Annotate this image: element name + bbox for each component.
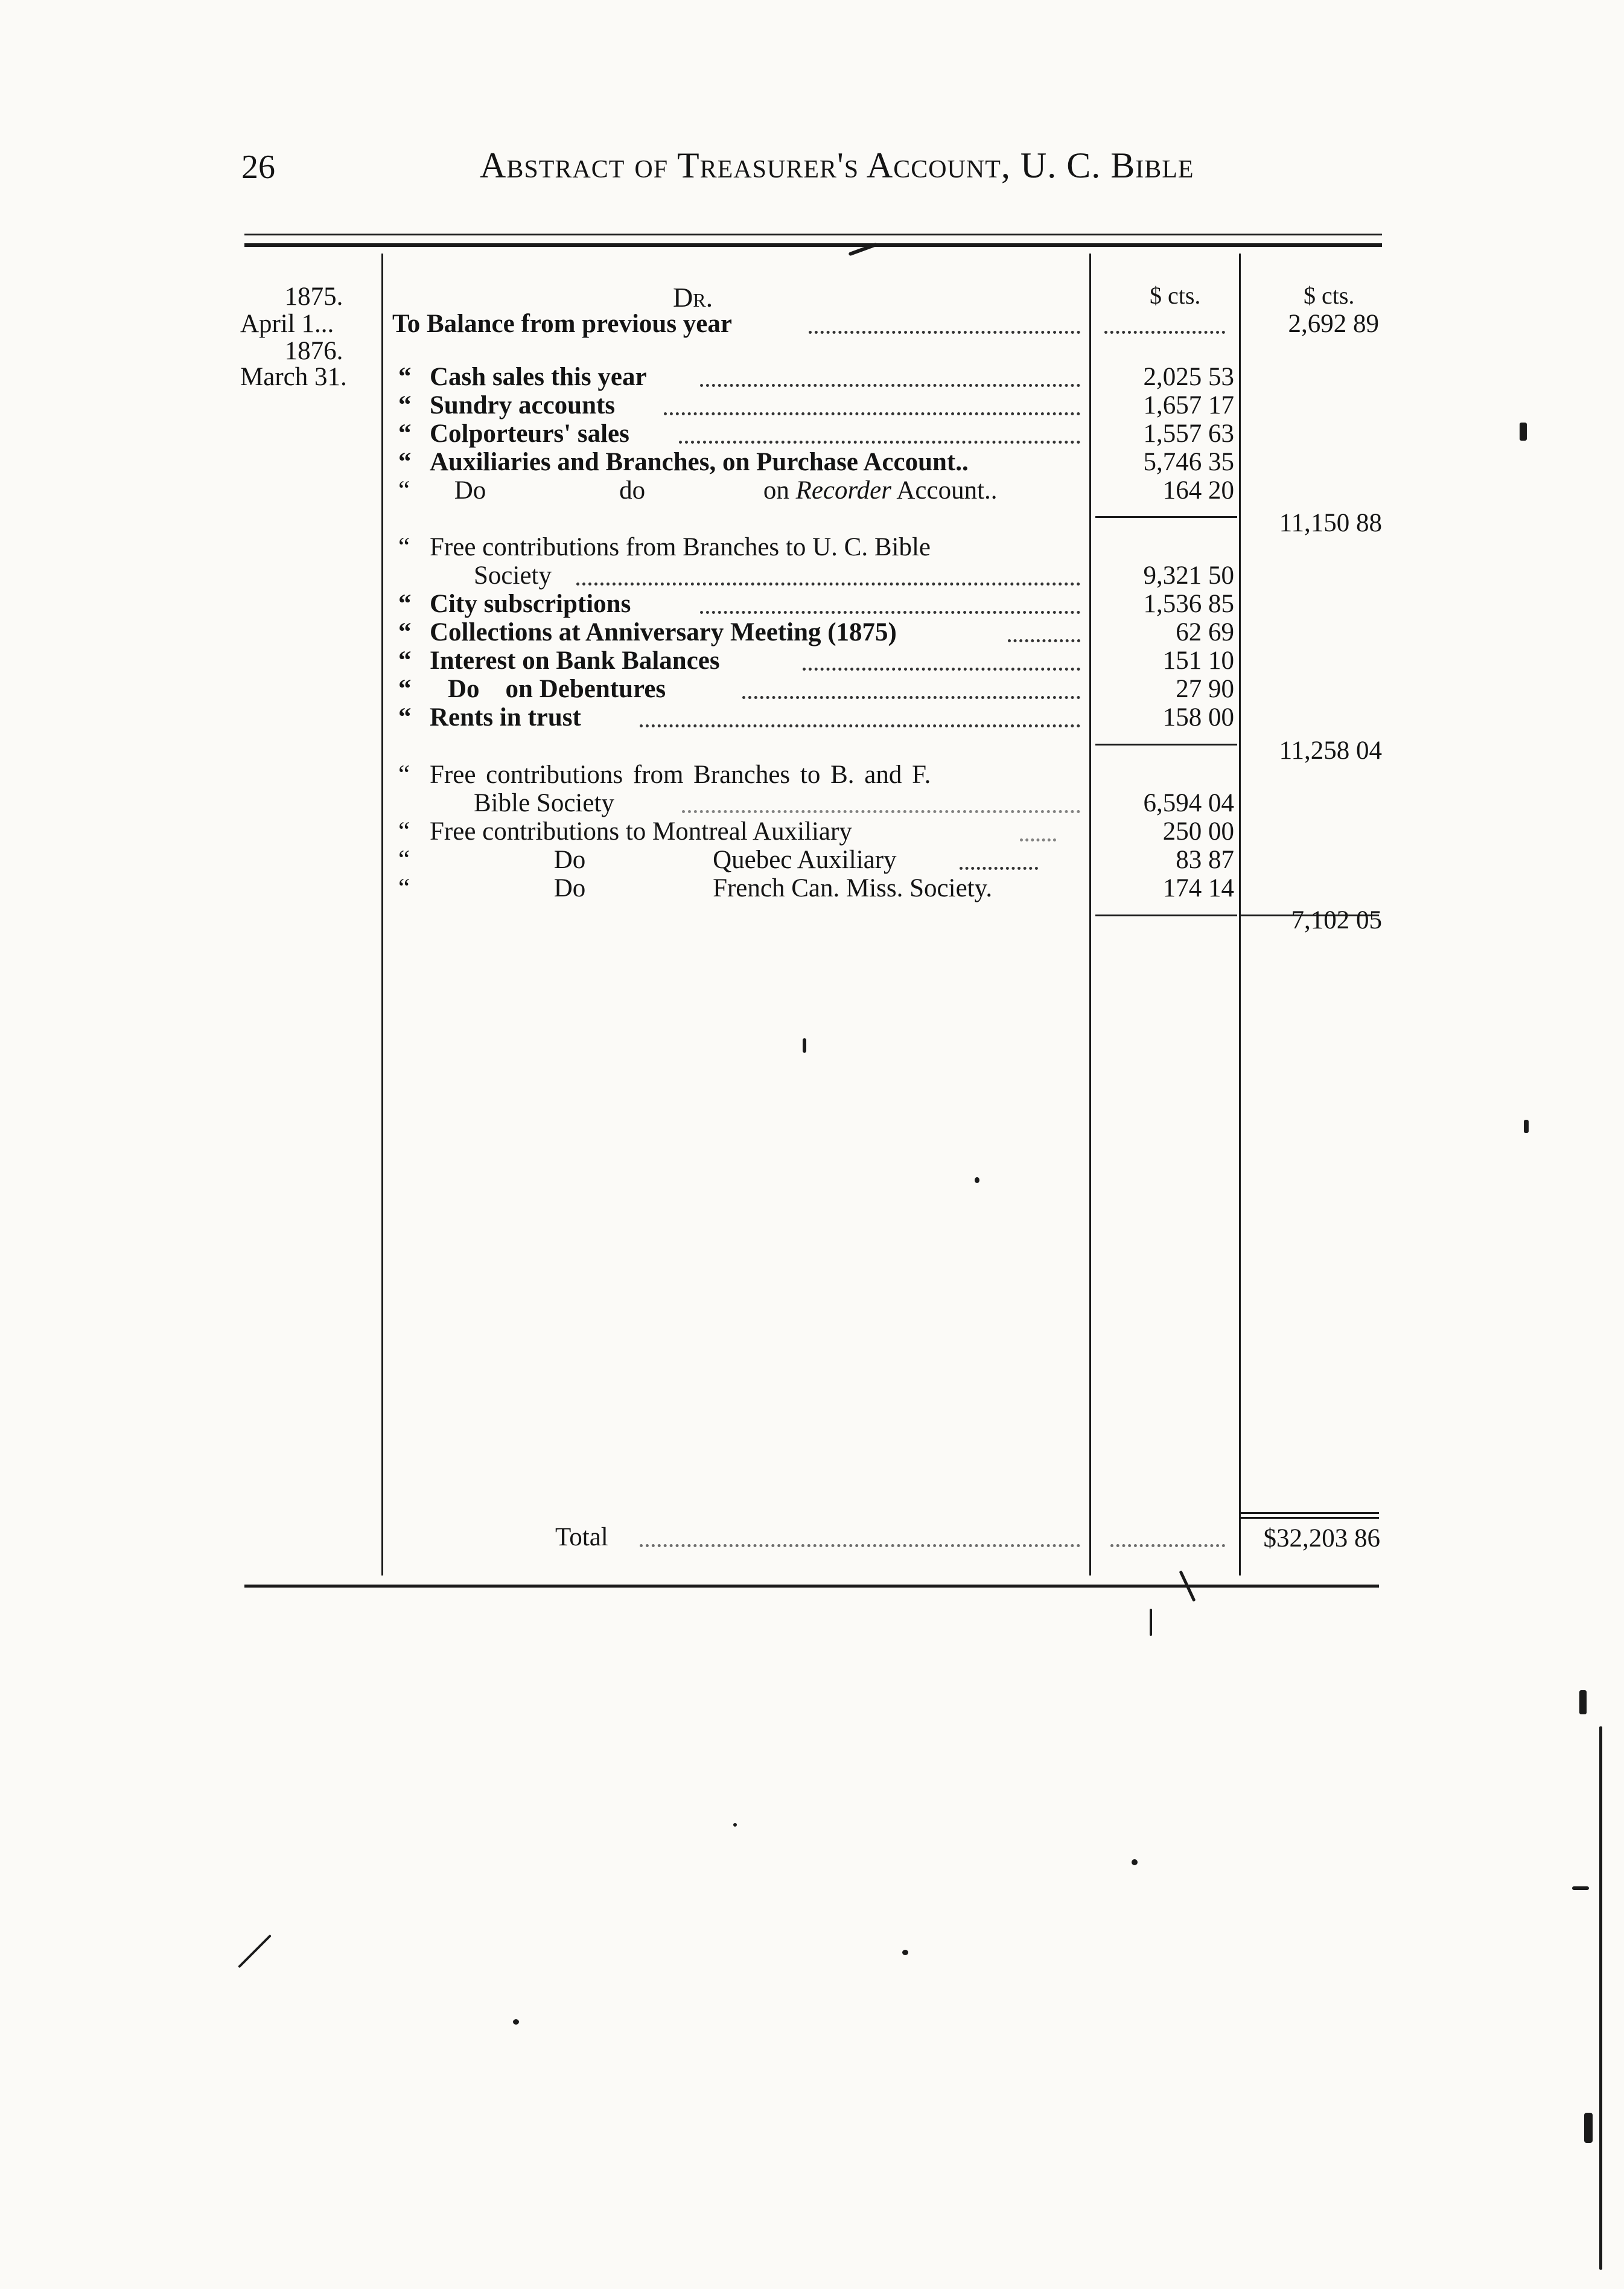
row-amount: 250 00	[1162, 817, 1234, 846]
recorder-amount: 164 20	[1162, 476, 1234, 505]
row-leader	[682, 810, 1080, 813]
row-leader	[640, 724, 1080, 727]
rule-date-column	[381, 254, 383, 1575]
row-leader	[803, 668, 1080, 671]
scan-speck	[902, 1950, 908, 1955]
group2-row	[398, 619, 897, 645]
ditto-mark: “	[398, 846, 410, 874]
scan-speck	[1599, 1726, 1602, 2270]
scan-speck	[513, 2019, 519, 2025]
date-march-31: March 31.	[240, 363, 347, 391]
row-amount: 1,657 17	[1143, 391, 1234, 420]
total-rule-2	[1240, 1517, 1379, 1519]
ditto-mark: “	[398, 675, 412, 703]
scan-speck	[238, 1935, 272, 1968]
row-leader	[742, 696, 1080, 699]
row-label: Do on Debentures	[448, 675, 666, 703]
ditto-mark: “	[398, 476, 410, 505]
balance-total: 2,692 89	[1288, 310, 1379, 338]
ditto-mark: “	[398, 618, 412, 646]
scan-speck	[1132, 1859, 1138, 1865]
group2-row	[398, 648, 720, 674]
row-label: French Can. Miss. Society.	[713, 874, 993, 902]
group2-row	[398, 591, 631, 617]
date-april-1: April 1...	[240, 310, 334, 338]
row-label: Quebec Auxiliary	[713, 846, 897, 874]
row-amount: 1,536 85	[1143, 590, 1234, 618]
row-amount: 158 00	[1162, 703, 1234, 732]
row-amount: 5,746 35	[1143, 448, 1234, 476]
ditto-mark: “	[398, 420, 412, 448]
group1-row	[398, 449, 969, 475]
balance-leader	[809, 331, 1080, 334]
row-amount: 174 14	[1162, 874, 1234, 902]
total-col1-leader	[1110, 1544, 1225, 1547]
row-label: Free contributions from Branches to U. C. Bible	[430, 533, 931, 561]
total-label: Total	[555, 1523, 608, 1551]
scan-speck	[1572, 1886, 1589, 1890]
row-amount: 62 69	[1176, 618, 1234, 646]
row-label: Collections at Anniversary Meeting (1875)	[430, 618, 897, 646]
row-leader	[679, 441, 1080, 444]
row-label: Colporteurs' sales	[430, 420, 629, 448]
group2-first-line1	[398, 534, 931, 560]
recorder-italic: Recorder	[795, 476, 891, 505]
group3-subtotal-rule	[1095, 915, 1237, 916]
row-label: Free contributions to Montreal Auxiliary	[430, 817, 852, 846]
ditto-do: Do	[553, 846, 586, 874]
group1-subtotal: 11,150 88	[1279, 509, 1382, 537]
total-leader	[640, 1544, 1080, 1547]
ditto-mark: “	[398, 533, 410, 561]
row-label: Cash sales this year	[430, 363, 647, 391]
row-leader	[576, 583, 1080, 586]
row-label: Auxiliaries and Branches, on Purchase Account..	[430, 448, 969, 476]
row-label: Rents in trust	[430, 703, 581, 732]
row-amount: 1,557 63	[1143, 420, 1234, 448]
ditto-do: Do	[454, 476, 486, 505]
row-amount: 27 90	[1176, 675, 1234, 703]
balance-label: To Balance from previous year	[392, 310, 732, 338]
debit-heading: Dr.	[673, 282, 713, 313]
date-year-1876: 1876.	[284, 337, 343, 365]
balance-col1-leader	[1104, 331, 1225, 334]
ditto-mark: “	[398, 761, 410, 789]
group3-first-line2: Bible Society	[474, 789, 614, 817]
row-label: Interest on Bank Balances	[430, 646, 720, 675]
row-leader	[700, 384, 1080, 387]
group3-first-line1	[398, 762, 931, 788]
ditto-mark: “	[398, 703, 412, 732]
bottom-rule	[244, 1585, 1379, 1588]
recorder-tail: Account..	[896, 476, 998, 505]
group2-first-line2: Society	[474, 561, 552, 590]
french-row	[398, 875, 992, 901]
group3-subtotal: 7,102 05	[1291, 906, 1382, 934]
row-leader	[960, 867, 1038, 870]
group1-row	[398, 421, 629, 447]
group1-row	[398, 364, 647, 390]
ditto-mark: “	[398, 646, 412, 675]
row-amount: 9,321 50	[1143, 561, 1234, 590]
quebec-row	[398, 847, 897, 873]
row-label: City subscriptions	[430, 590, 631, 618]
row-label: Sundry accounts	[430, 391, 616, 420]
row-amount: 2,025 53	[1143, 363, 1234, 391]
row-amount: 83 87	[1176, 846, 1234, 874]
col2-heading: $ cts.	[1304, 282, 1355, 309]
running-title: Abstract of Treasurer's Account, U. C. Bible	[480, 145, 1194, 185]
scan-speck	[733, 1823, 737, 1827]
ditto-do-lower: do	[619, 476, 646, 505]
scan-speck	[1524, 1120, 1529, 1133]
group2-subtotal-rule	[1095, 744, 1237, 745]
row-leader	[1020, 838, 1056, 841]
page-number: 26	[241, 148, 275, 186]
row-leader	[1008, 639, 1080, 642]
recorder-row	[398, 477, 998, 503]
group2-subtotal: 11,258 04	[1279, 736, 1382, 765]
total-rule-1	[1240, 1512, 1379, 1514]
row-amount: 151 10	[1162, 646, 1234, 675]
ditto-mark: “	[398, 391, 412, 420]
scan-speck	[803, 1038, 806, 1053]
scan-speck	[1584, 2113, 1593, 2143]
group2-row	[398, 704, 581, 730]
scan-speck	[1520, 423, 1527, 441]
scan-speck	[1579, 1690, 1587, 1714]
group1-row	[398, 392, 615, 418]
scan-speck	[1150, 1609, 1152, 1636]
montreal-row	[398, 819, 852, 844]
ditto-mark: “	[398, 817, 410, 846]
top-rule-thin	[244, 234, 1382, 235]
rule-text-column	[1089, 254, 1091, 1575]
ditto-mark: “	[398, 448, 412, 476]
col1-heading: $ cts.	[1150, 282, 1201, 309]
ditto-mark: “	[398, 874, 410, 902]
row-leader	[664, 412, 1080, 415]
ditto-mark: “	[398, 363, 412, 391]
ditto-mark: “	[398, 590, 412, 618]
row-label: Free contributions from Branches to B. and F.	[430, 761, 931, 789]
group2-row	[398, 676, 666, 702]
row-amount: 6,594 04	[1143, 789, 1234, 817]
date-year-1875: 1875.	[284, 283, 343, 311]
grand-total: $32,203 86	[1263, 1524, 1380, 1553]
scan-speck	[975, 1177, 979, 1183]
group1-subtotal-rule	[1095, 516, 1237, 518]
row-leader	[700, 611, 1080, 614]
top-rule-thick	[244, 243, 1382, 247]
recorder-on: on	[763, 476, 789, 505]
ditto-do: Do	[553, 874, 586, 902]
